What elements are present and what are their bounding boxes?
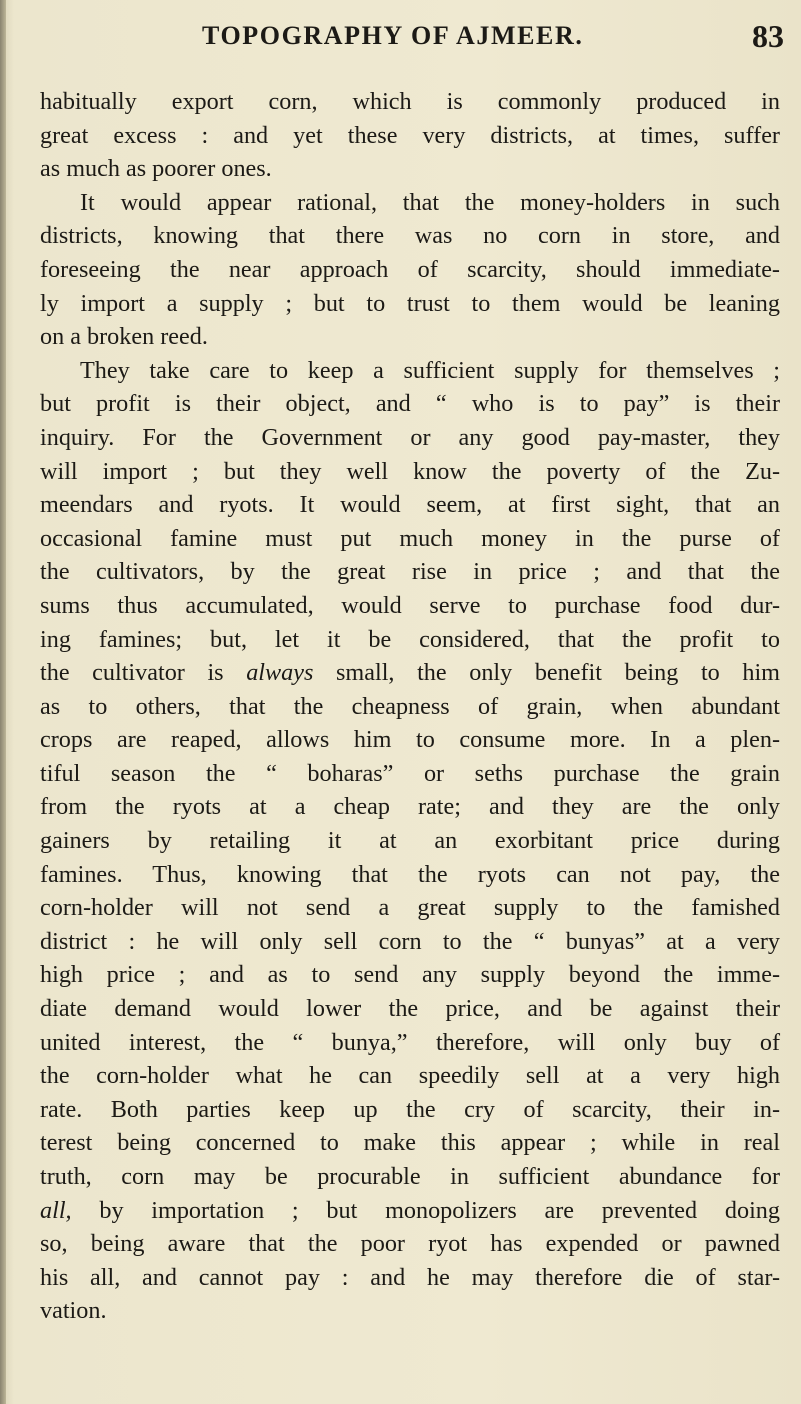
text-line: [40, 790, 780, 824]
line-text: ly import a supply ; but to trust to them would be leaning: [40, 289, 780, 317]
text-line: [40, 824, 780, 858]
line-text: united interest, the “ bunya,” therefore, will only buy of: [40, 1028, 780, 1056]
line-text: crops are reaped, allows him to consume more. In a plen-: [40, 726, 780, 754]
text-line: [40, 1160, 780, 1194]
line-text: habitually export corn, which is commonly produced in: [40, 88, 780, 115]
line-text: the cultivators, by the great rise in price ; and that the: [40, 558, 780, 586]
text-line: [40, 757, 780, 791]
line-text: the corn-holder what he can speedily sell at a very high: [40, 1062, 780, 1090]
text-line: [40, 455, 780, 489]
text-line: [40, 555, 780, 589]
line-text: inquiry. For the Government or any good pay-master, they: [40, 423, 780, 451]
text-line: [40, 287, 780, 321]
binding-edge: [0, 0, 6, 1404]
line-text: on a broken reed.: [40, 323, 208, 351]
line-text: vation.: [40, 1297, 107, 1325]
text-line: [40, 1126, 780, 1160]
line-text: but profit is their object, and “ who is to pay” is their: [40, 390, 780, 418]
line-text: rate. Both parties keep up the cry of scarcity, their in-: [40, 1095, 780, 1123]
line-text: truth, corn may be procurable in sufficient abundance for: [40, 1163, 780, 1190]
line-text: meendars and ryots. It would seem, at first sight, that an: [40, 491, 780, 519]
line-text: the cultivator is: [40, 659, 247, 687]
line-text: from the ryots at a cheap rate; and they are the only: [40, 793, 780, 821]
text-line: [40, 891, 780, 925]
body-text: [40, 85, 780, 1328]
line-text: corn-holder will not send a great supply to the famished: [40, 894, 780, 922]
text-line: [40, 488, 780, 522]
text-line: [40, 1294, 780, 1328]
text-line: [40, 723, 780, 757]
line-text: occasional famine must put much money in the purse of: [40, 524, 780, 552]
text-line: [40, 656, 780, 690]
text-line: [40, 1194, 780, 1228]
text-line: [40, 958, 780, 992]
text-line: [40, 152, 780, 186]
line-text: high price ; and as to send any supply beyond the imme-: [40, 961, 780, 989]
italic-word: always: [246, 659, 314, 687]
page-number: 83: [752, 18, 784, 54]
line-text: his all, and cannot pay : and he may therefore die of star-: [40, 1263, 780, 1291]
text-line: [40, 421, 780, 455]
line-text: great excess : and yet these very districts, at times, suffer: [40, 121, 780, 149]
text-line: [40, 354, 780, 388]
line-text: It would appear rational, that the money-holders in such: [80, 188, 780, 216]
text-line: [40, 858, 780, 892]
text-line: [40, 522, 780, 556]
line-text: district : he will only sell corn to the “ bunyas” at a very: [40, 927, 780, 955]
text-line: [40, 85, 780, 119]
line-text: They take care to keep a sufficient supply for themselves ;: [80, 356, 780, 384]
text-line: [40, 1261, 780, 1295]
text-line: [40, 1059, 780, 1093]
running-title: TOPOGRAPHY OF AJMEER.: [202, 21, 584, 50]
text-line: [40, 623, 780, 657]
line-text: as to others, that the cheapness of grain, when abundant: [40, 692, 780, 720]
text-line: [40, 119, 780, 153]
text-line: [40, 1093, 780, 1127]
line-text: foreseeing the near approach of scarcity, should immediate-: [40, 255, 780, 283]
line-text: by importation ; but monopolizers are prevented doing: [71, 1196, 780, 1224]
text-line: [40, 320, 780, 354]
line-text: gainers by retailing it at an exorbitant price during: [40, 827, 780, 855]
line-text: sums thus accumulated, would serve to purchase food dur-: [40, 591, 780, 619]
text-line: [40, 387, 780, 421]
line-text: famines. Thus, knowing that the ryots can not pay, the: [40, 860, 780, 888]
line-text: terest being concerned to make this appear ; while in real: [40, 1129, 780, 1157]
text-line: [40, 219, 780, 253]
text-line: [40, 992, 780, 1026]
line-text: ing famines; but, let it be considered, that the profit to: [40, 625, 780, 653]
line-text: will import ; but they well know the poverty of the Zu-: [40, 457, 780, 485]
line-text: small, the only benefit being to him: [313, 659, 780, 687]
italic-word: all,: [40, 1196, 72, 1224]
text-line: [40, 253, 780, 287]
line-text: tiful season the “ boharas” or seths purchase the grain: [40, 759, 780, 787]
line-text: districts, knowing that there was no corn in store, and: [40, 222, 780, 250]
line-text: as much as poorer ones.: [40, 155, 272, 183]
page-header: [40, 16, 792, 60]
text-line: [40, 690, 780, 724]
text-line: [40, 925, 780, 959]
text-line: [40, 589, 780, 623]
text-line: [40, 1227, 780, 1261]
text-line: [40, 1026, 780, 1060]
text-line: [40, 186, 780, 220]
line-text: diate demand would lower the price, and be against their: [40, 995, 780, 1023]
line-text: so, being aware that the poor ryot has expended or pawned: [40, 1230, 780, 1258]
